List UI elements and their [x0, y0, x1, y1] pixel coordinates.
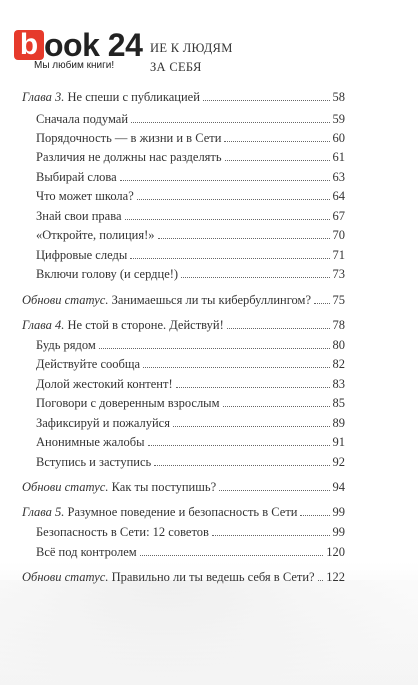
toc-page-number: 99: [332, 525, 345, 539]
toc-entry-title: [36, 357, 140, 371]
toc-leader-dots: [137, 198, 330, 200]
toc-entry-text: Что может школа?: [36, 189, 134, 203]
toc-page-number: 60: [332, 131, 345, 145]
toc-entry-title: [36, 131, 221, 145]
toc-entry-title: [22, 570, 315, 584]
toc-entry-prefix: Глава 5.: [22, 505, 65, 519]
toc-entry-text: Долой жестокий контент!: [36, 377, 173, 391]
toc-entry-text: Включи голову (и сердце!): [36, 267, 179, 281]
toc-entry[interactable]: [36, 519, 345, 539]
toc-page-number: 83: [332, 377, 345, 391]
toc-entry[interactable]: [36, 203, 345, 223]
toc-leader-dots: [176, 386, 330, 388]
toc-leader-dots: [125, 218, 330, 220]
toc-entry-title: [36, 170, 117, 184]
toc-entry[interactable]: [22, 474, 345, 494]
toc-page-number: 73: [332, 267, 345, 281]
toc-entry-text: Поговори с доверенным взрослым: [36, 396, 220, 410]
toc-entry[interactable]: [36, 449, 345, 469]
toc-entry-text: «Откройте, полиция!»: [36, 228, 155, 242]
toc-entry-text: Как ты поступишь?: [108, 480, 217, 494]
toc-leader-dots: [300, 514, 329, 516]
toc-entry-text: Безопасность в Сети: 12 советов: [36, 525, 209, 539]
logo-name: ook 24: [44, 27, 143, 63]
toc-entry-text: Занимаешься ли ты кибербуллингом?: [108, 293, 311, 307]
toc-entry-text: Выбирай слова: [36, 170, 117, 184]
toc-entry-prefix: Обнови статус.: [22, 293, 109, 307]
toc-entry-text: Вступись и заступись: [36, 455, 152, 469]
toc-entry[interactable]: [36, 106, 345, 126]
toc-entry[interactable]: [36, 164, 345, 184]
toc-entry-text: Знай свои права: [36, 209, 122, 223]
toc-entry-text: Сначала подумай: [36, 112, 129, 126]
toc-page-number: 85: [332, 396, 345, 410]
toc-entry[interactable]: [36, 390, 345, 410]
toc-leader-dots: [203, 99, 330, 101]
toc-entry-prefix: Глава 4.: [22, 318, 65, 332]
toc-entry-title: [36, 209, 122, 223]
toc-page-number: 61: [332, 150, 345, 164]
toc-leader-dots: [140, 554, 324, 556]
toc-page-number: 64: [332, 189, 345, 203]
toc-leader-dots: [130, 257, 329, 259]
toc-page-number: 63: [332, 170, 345, 184]
toc-page-number: 78: [332, 318, 345, 332]
toc-page-number: 58: [332, 90, 345, 104]
toc-entry[interactable]: [36, 183, 345, 203]
toc-entry-text: Различия не должны нас разделять: [36, 150, 222, 164]
toc-leader-dots: [120, 179, 330, 181]
logo-mark: b: [14, 30, 44, 60]
toc-page-number: 80: [332, 338, 345, 352]
toc-entry-title: [36, 267, 178, 281]
toc-entry-title: [22, 480, 216, 494]
toc-entry-prefix: Обнови статус.: [22, 570, 109, 584]
toc-entry-title: [36, 545, 137, 559]
toc-entry-text: Цифровые следы: [36, 248, 128, 262]
toc-page-number: 59: [332, 112, 345, 126]
toc-entry[interactable]: [22, 312, 345, 332]
book24-logo[interactable]: [14, 27, 150, 76]
toc-leader-dots: [173, 425, 330, 427]
toc-entry-title: [36, 396, 220, 410]
toc-page-number: 71: [332, 248, 345, 262]
toc-leader-dots: [219, 489, 329, 491]
toc-entry-text: Всё под контролем: [36, 545, 137, 559]
toc-entry-title: [22, 318, 224, 332]
toc-entry[interactable]: [36, 371, 345, 391]
toc-entry-title: [36, 377, 173, 391]
toc-entry-title: [36, 435, 145, 449]
toc-entry-prefix: Обнови статус.: [22, 480, 109, 494]
toc-page-number: 99: [332, 505, 345, 519]
toc-entry[interactable]: [36, 261, 345, 281]
toc-leader-dots: [227, 327, 330, 329]
toc-entry[interactable]: [22, 564, 345, 584]
toc-page-number: 91: [332, 435, 345, 449]
toc-entry-text: Будь рядом: [36, 338, 96, 352]
toc-entry[interactable]: [36, 539, 345, 559]
section-header-line2: ЗА СЕБЯ: [150, 60, 202, 74]
toc-entry[interactable]: [36, 222, 345, 242]
toc-page-number: 70: [332, 228, 345, 242]
toc-entry-title: [36, 112, 128, 126]
toc-entry-prefix: Глава 3.: [22, 90, 65, 104]
toc-entry-text: Порядочность — в жизни и в Сети: [36, 131, 222, 145]
toc-entry[interactable]: [36, 429, 345, 449]
section-header-line1: ИЕ К ЛЮДЯМ: [150, 41, 233, 55]
toc-entry[interactable]: [22, 287, 345, 307]
toc-entry-title: [36, 416, 170, 430]
toc-leader-dots: [225, 159, 330, 161]
toc-entry-title: [36, 525, 209, 539]
toc-entry-text: Не стой в стороне. Действуй!: [64, 318, 224, 332]
toc-entry-text: Зафиксируй и пожалуйся: [36, 416, 170, 430]
toc-entry-title: [36, 455, 151, 469]
toc-entry-text: Не спеши с публикацией: [64, 90, 200, 104]
toc-leader-dots: [223, 405, 330, 407]
toc-entry[interactable]: [36, 410, 345, 430]
toc-leader-dots: [314, 302, 330, 304]
toc-entry[interactable]: [36, 144, 345, 164]
toc-leader-dots: [99, 347, 330, 349]
toc-page-number: 122: [326, 570, 345, 584]
toc-page-number: 89: [332, 416, 345, 430]
toc-entry-title: [36, 228, 155, 242]
toc-entry-title: [36, 338, 96, 352]
toc-leader-dots: [154, 464, 329, 466]
toc-entry-title: [36, 150, 222, 164]
toc-leader-dots: [212, 534, 330, 536]
toc-entry[interactable]: [22, 499, 345, 519]
toc-entry[interactable]: [22, 84, 345, 104]
toc-page-number: 67: [332, 209, 345, 223]
toc-leader-dots: [318, 579, 324, 581]
toc-entry-text: Разумное поведение и безопасность в Сети: [64, 505, 298, 519]
toc-page-number: 120: [326, 545, 345, 559]
toc-page-number: 92: [332, 455, 345, 469]
toc-entry[interactable]: [36, 351, 345, 371]
toc-entry-title: [36, 189, 134, 203]
toc-entry[interactable]: [36, 125, 345, 145]
toc-entry[interactable]: [36, 332, 345, 352]
toc-page-number: 94: [332, 480, 345, 494]
toc-entry-text: Действуйте сообща: [36, 357, 141, 371]
toc-leader-dots: [181, 276, 329, 278]
toc-entry-title: [22, 293, 311, 307]
toc-leader-dots: [143, 366, 329, 368]
page-curl-shadow: [0, 580, 418, 685]
toc-entry-text: Правильно ли ты ведешь себя в Сети?: [108, 570, 315, 584]
toc-leader-dots: [148, 444, 330, 446]
toc-entry-text: Анонимные жалобы: [36, 435, 145, 449]
toc-leader-dots: [224, 140, 329, 142]
toc-page-number: 82: [332, 357, 345, 371]
toc-page-number: 75: [332, 293, 345, 307]
toc-entry-title: [22, 505, 297, 519]
toc-entry-title: [22, 90, 200, 104]
toc-entry-title: [36, 248, 127, 262]
logo-tagline: Мы любим книги!: [34, 60, 115, 71]
toc-entry[interactable]: [36, 242, 345, 262]
toc-leader-dots: [158, 237, 330, 239]
toc-leader-dots: [131, 121, 329, 123]
